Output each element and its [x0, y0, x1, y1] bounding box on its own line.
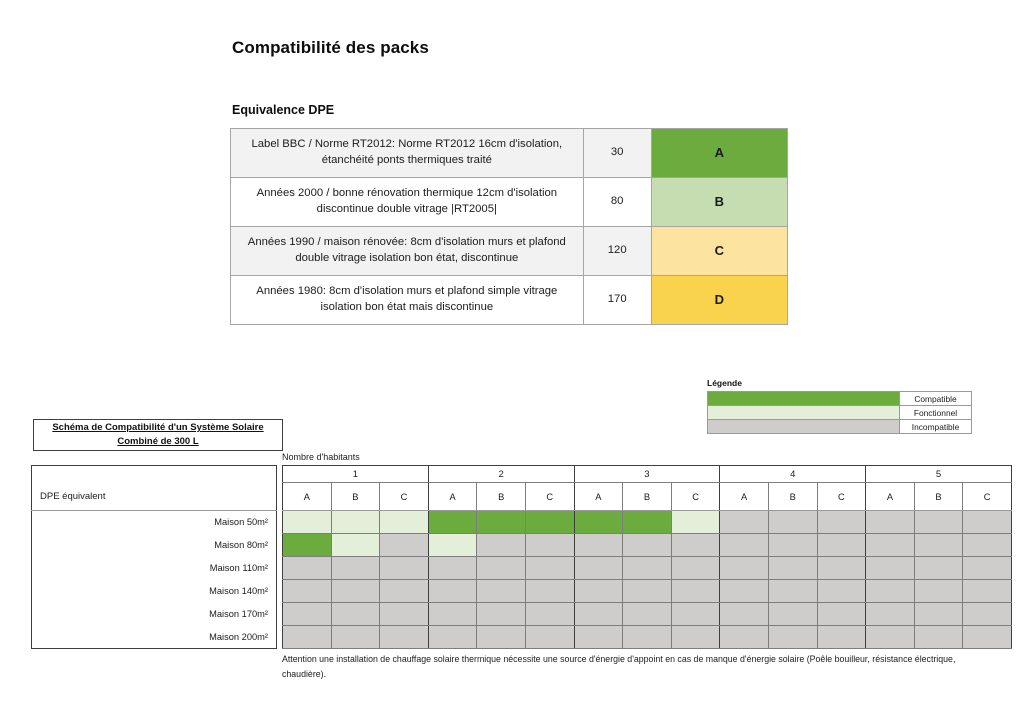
matrix-cell [477, 557, 526, 580]
matrix-cell [768, 557, 817, 580]
matrix-row [283, 557, 1012, 580]
legend-label: Compatible [900, 392, 972, 406]
matrix-cell [866, 534, 915, 557]
label-spacer-cell [32, 466, 277, 483]
matrix-cell [477, 511, 526, 534]
dpe-description: Label BBC / Norme RT2012: Norme RT2012 16cm d'isolation, étanchéité ponts thermiques traité [231, 129, 584, 178]
matrix-cell [768, 580, 817, 603]
occupant-group-header: 1 [283, 466, 429, 483]
matrix-cell [477, 534, 526, 557]
legend-row [708, 392, 972, 406]
compatibility-row-label-table [31, 465, 277, 649]
dpe-class-label: A [651, 129, 787, 178]
dpe-class-header: B [623, 483, 672, 511]
house-size-label: Maison 50m² [214, 517, 268, 528]
section-title-equivalence-dpe: Equivalence DPE [232, 103, 335, 117]
dpe-row [231, 129, 788, 178]
matrix-cell [817, 580, 866, 603]
matrix-cell [623, 626, 672, 649]
matrix-cell [720, 603, 769, 626]
dpe-equivalent-header: DPE équivalent [32, 483, 277, 511]
matrix-cell [428, 511, 477, 534]
matrix-cell [671, 580, 720, 603]
label-spacer-row [32, 466, 277, 483]
matrix-cell [283, 534, 332, 557]
dpe-class-header: B [768, 483, 817, 511]
matrix-cell [574, 534, 623, 557]
matrix-cell [914, 557, 963, 580]
matrix-cell [477, 603, 526, 626]
matrix-cell [817, 626, 866, 649]
matrix-cell [283, 626, 332, 649]
occupant-group-header: 4 [720, 466, 866, 483]
house-size-label: Maison 110m² [209, 563, 268, 573]
matrix-cell [525, 580, 574, 603]
dpe-row [231, 178, 788, 227]
dpe-class-header: C [963, 483, 1012, 511]
matrix-cell [574, 580, 623, 603]
matrix-cell [914, 626, 963, 649]
matrix-cell [331, 603, 380, 626]
matrix-cell [380, 511, 429, 534]
matrix-cell [477, 580, 526, 603]
matrix-cell [817, 534, 866, 557]
dpe-row [231, 227, 788, 276]
dpe-value: 120 [583, 227, 651, 276]
matrix-cell [525, 626, 574, 649]
dpe-class-header: A [866, 483, 915, 511]
matrix-row [283, 511, 1012, 534]
matrix-cell [914, 534, 963, 557]
matrix-cell [671, 557, 720, 580]
occupant-group-header: 2 [428, 466, 574, 483]
matrix-cell [380, 534, 429, 557]
matrix-cell [963, 603, 1012, 626]
matrix-cell [525, 603, 574, 626]
matrix-cell [671, 626, 720, 649]
matrix-row [283, 603, 1012, 626]
legend [707, 378, 977, 434]
footnote-warning: Attention une installation de chauffage solaire thermique nécessite une source d'énergie d'appoint en cas de manque d'énergie solaire (Poêle bouilleur, résistance électrique, chaudière). [282, 654, 956, 679]
house-size-label: Maison 80m² [214, 540, 268, 550]
schema-title-line1: Schéma de Compatibilité d'un Système Solaire [52, 422, 264, 434]
matrix-cell [963, 626, 1012, 649]
matrix-cell [914, 580, 963, 603]
house-size-row [32, 511, 277, 534]
house-size-row [32, 557, 277, 580]
matrix-cell [671, 534, 720, 557]
matrix-cell [283, 557, 332, 580]
matrix-cell [671, 511, 720, 534]
matrix-cell [574, 603, 623, 626]
matrix-cell [817, 603, 866, 626]
house-size-row [32, 626, 277, 649]
matrix-cell [768, 534, 817, 557]
matrix-cell [428, 626, 477, 649]
dpe-class-header: A [720, 483, 769, 511]
matrix-cell [768, 626, 817, 649]
matrix-cell [380, 626, 429, 649]
matrix-cell [623, 557, 672, 580]
dpe-class-header: B [331, 483, 380, 511]
dpe-class-header: A [283, 483, 332, 511]
matrix-cell [525, 534, 574, 557]
matrix-cell [428, 557, 477, 580]
matrix-cell [963, 511, 1012, 534]
matrix-cell [380, 557, 429, 580]
dpe-description: Années 1990 / maison rénovée: 8cm d'isolation murs et plafond double vitrage isolation bon état, discontinue [231, 227, 584, 276]
dpe-class-header: A [574, 483, 623, 511]
dpe-class-header: A [428, 483, 477, 511]
dpe-class-label: C [651, 227, 787, 276]
matrix-cell [525, 557, 574, 580]
schema-title-box [33, 419, 283, 451]
dpe-class-header-row [283, 483, 1012, 511]
dpe-class-label: D [651, 276, 787, 325]
dpe-class-header: C [817, 483, 866, 511]
matrix-row [283, 626, 1012, 649]
page-title: Compatibilité des packs [232, 38, 429, 57]
schema-title-line2: Combiné de 300 L [117, 436, 199, 447]
matrix-cell [720, 580, 769, 603]
matrix-cell [331, 626, 380, 649]
dpe-class-header: B [914, 483, 963, 511]
dpe-class-label: B [651, 178, 787, 227]
matrix-cell [866, 557, 915, 580]
matrix-cell [963, 557, 1012, 580]
matrix-cell [720, 511, 769, 534]
dpe-value: 80 [583, 178, 651, 227]
matrix-cell [866, 511, 915, 534]
matrix-cell [623, 580, 672, 603]
matrix-cell [866, 603, 915, 626]
matrix-cell [866, 626, 915, 649]
matrix-row [283, 580, 1012, 603]
legend-title: Légende [707, 378, 742, 388]
legend-swatch [708, 420, 900, 434]
occupants-axis-label: Nombre d'habitants [282, 452, 360, 462]
occupant-group-header: 5 [866, 466, 1012, 483]
dpe-equivalent-header-row [32, 483, 277, 511]
matrix-cell [331, 534, 380, 557]
dpe-value: 30 [583, 129, 651, 178]
legend-label: Fonctionnel [900, 406, 972, 420]
matrix-cell [914, 511, 963, 534]
matrix-cell [477, 626, 526, 649]
house-size-row [32, 580, 277, 603]
matrix-cell [623, 511, 672, 534]
matrix-cell [574, 511, 623, 534]
matrix-cell [914, 603, 963, 626]
house-size-label: Maison 200m² [209, 631, 268, 642]
matrix-cell [428, 603, 477, 626]
house-size-label: Maison 170m² [209, 609, 268, 619]
dpe-row [231, 276, 788, 325]
occupant-group-header-row [283, 466, 1012, 483]
matrix-cell [283, 603, 332, 626]
house-size-row [32, 534, 277, 557]
legend-swatch [708, 406, 900, 420]
matrix-cell [331, 557, 380, 580]
legend-swatch [708, 392, 900, 406]
matrix-cell [866, 580, 915, 603]
matrix-cell [720, 557, 769, 580]
matrix-cell [380, 580, 429, 603]
matrix-cell [331, 580, 380, 603]
legend-label: Incompatible [900, 420, 972, 434]
dpe-class-header: C [671, 483, 720, 511]
dpe-value: 170 [583, 276, 651, 325]
matrix-cell [623, 603, 672, 626]
occupant-group-header: 3 [574, 466, 720, 483]
matrix-cell [283, 580, 332, 603]
matrix-cell [574, 557, 623, 580]
dpe-description: Années 1980: 8cm d'isolation murs et plafond simple vitrage isolation bon état mais discontinue [231, 276, 584, 325]
matrix-cell [817, 557, 866, 580]
matrix-cell [963, 534, 1012, 557]
matrix-cell [963, 580, 1012, 603]
dpe-class-header: B [477, 483, 526, 511]
matrix-cell [817, 511, 866, 534]
matrix-cell [574, 626, 623, 649]
matrix-cell [720, 534, 769, 557]
matrix-cell [623, 534, 672, 557]
compatibility-matrix-table [282, 465, 1012, 649]
legend-row [708, 406, 972, 420]
matrix-cell [331, 511, 380, 534]
house-size-label: Maison 140m² [209, 586, 268, 596]
matrix-cell [671, 603, 720, 626]
house-size-row [32, 603, 277, 626]
dpe-description: Années 2000 / bonne rénovation thermique 12cm d'isolation discontinue double vitrage |RT2005| [231, 178, 584, 227]
matrix-cell [283, 511, 332, 534]
matrix-cell [768, 603, 817, 626]
legend-row [708, 420, 972, 434]
dpe-class-header: C [380, 483, 429, 511]
matrix-cell [720, 626, 769, 649]
matrix-cell [428, 534, 477, 557]
legend-table [707, 391, 972, 434]
dpe-class-header: C [525, 483, 574, 511]
matrix-cell [768, 511, 817, 534]
dpe-equivalence-table [230, 128, 788, 325]
matrix-cell [380, 603, 429, 626]
matrix-row [283, 534, 1012, 557]
matrix-cell [525, 511, 574, 534]
matrix-cell [428, 580, 477, 603]
